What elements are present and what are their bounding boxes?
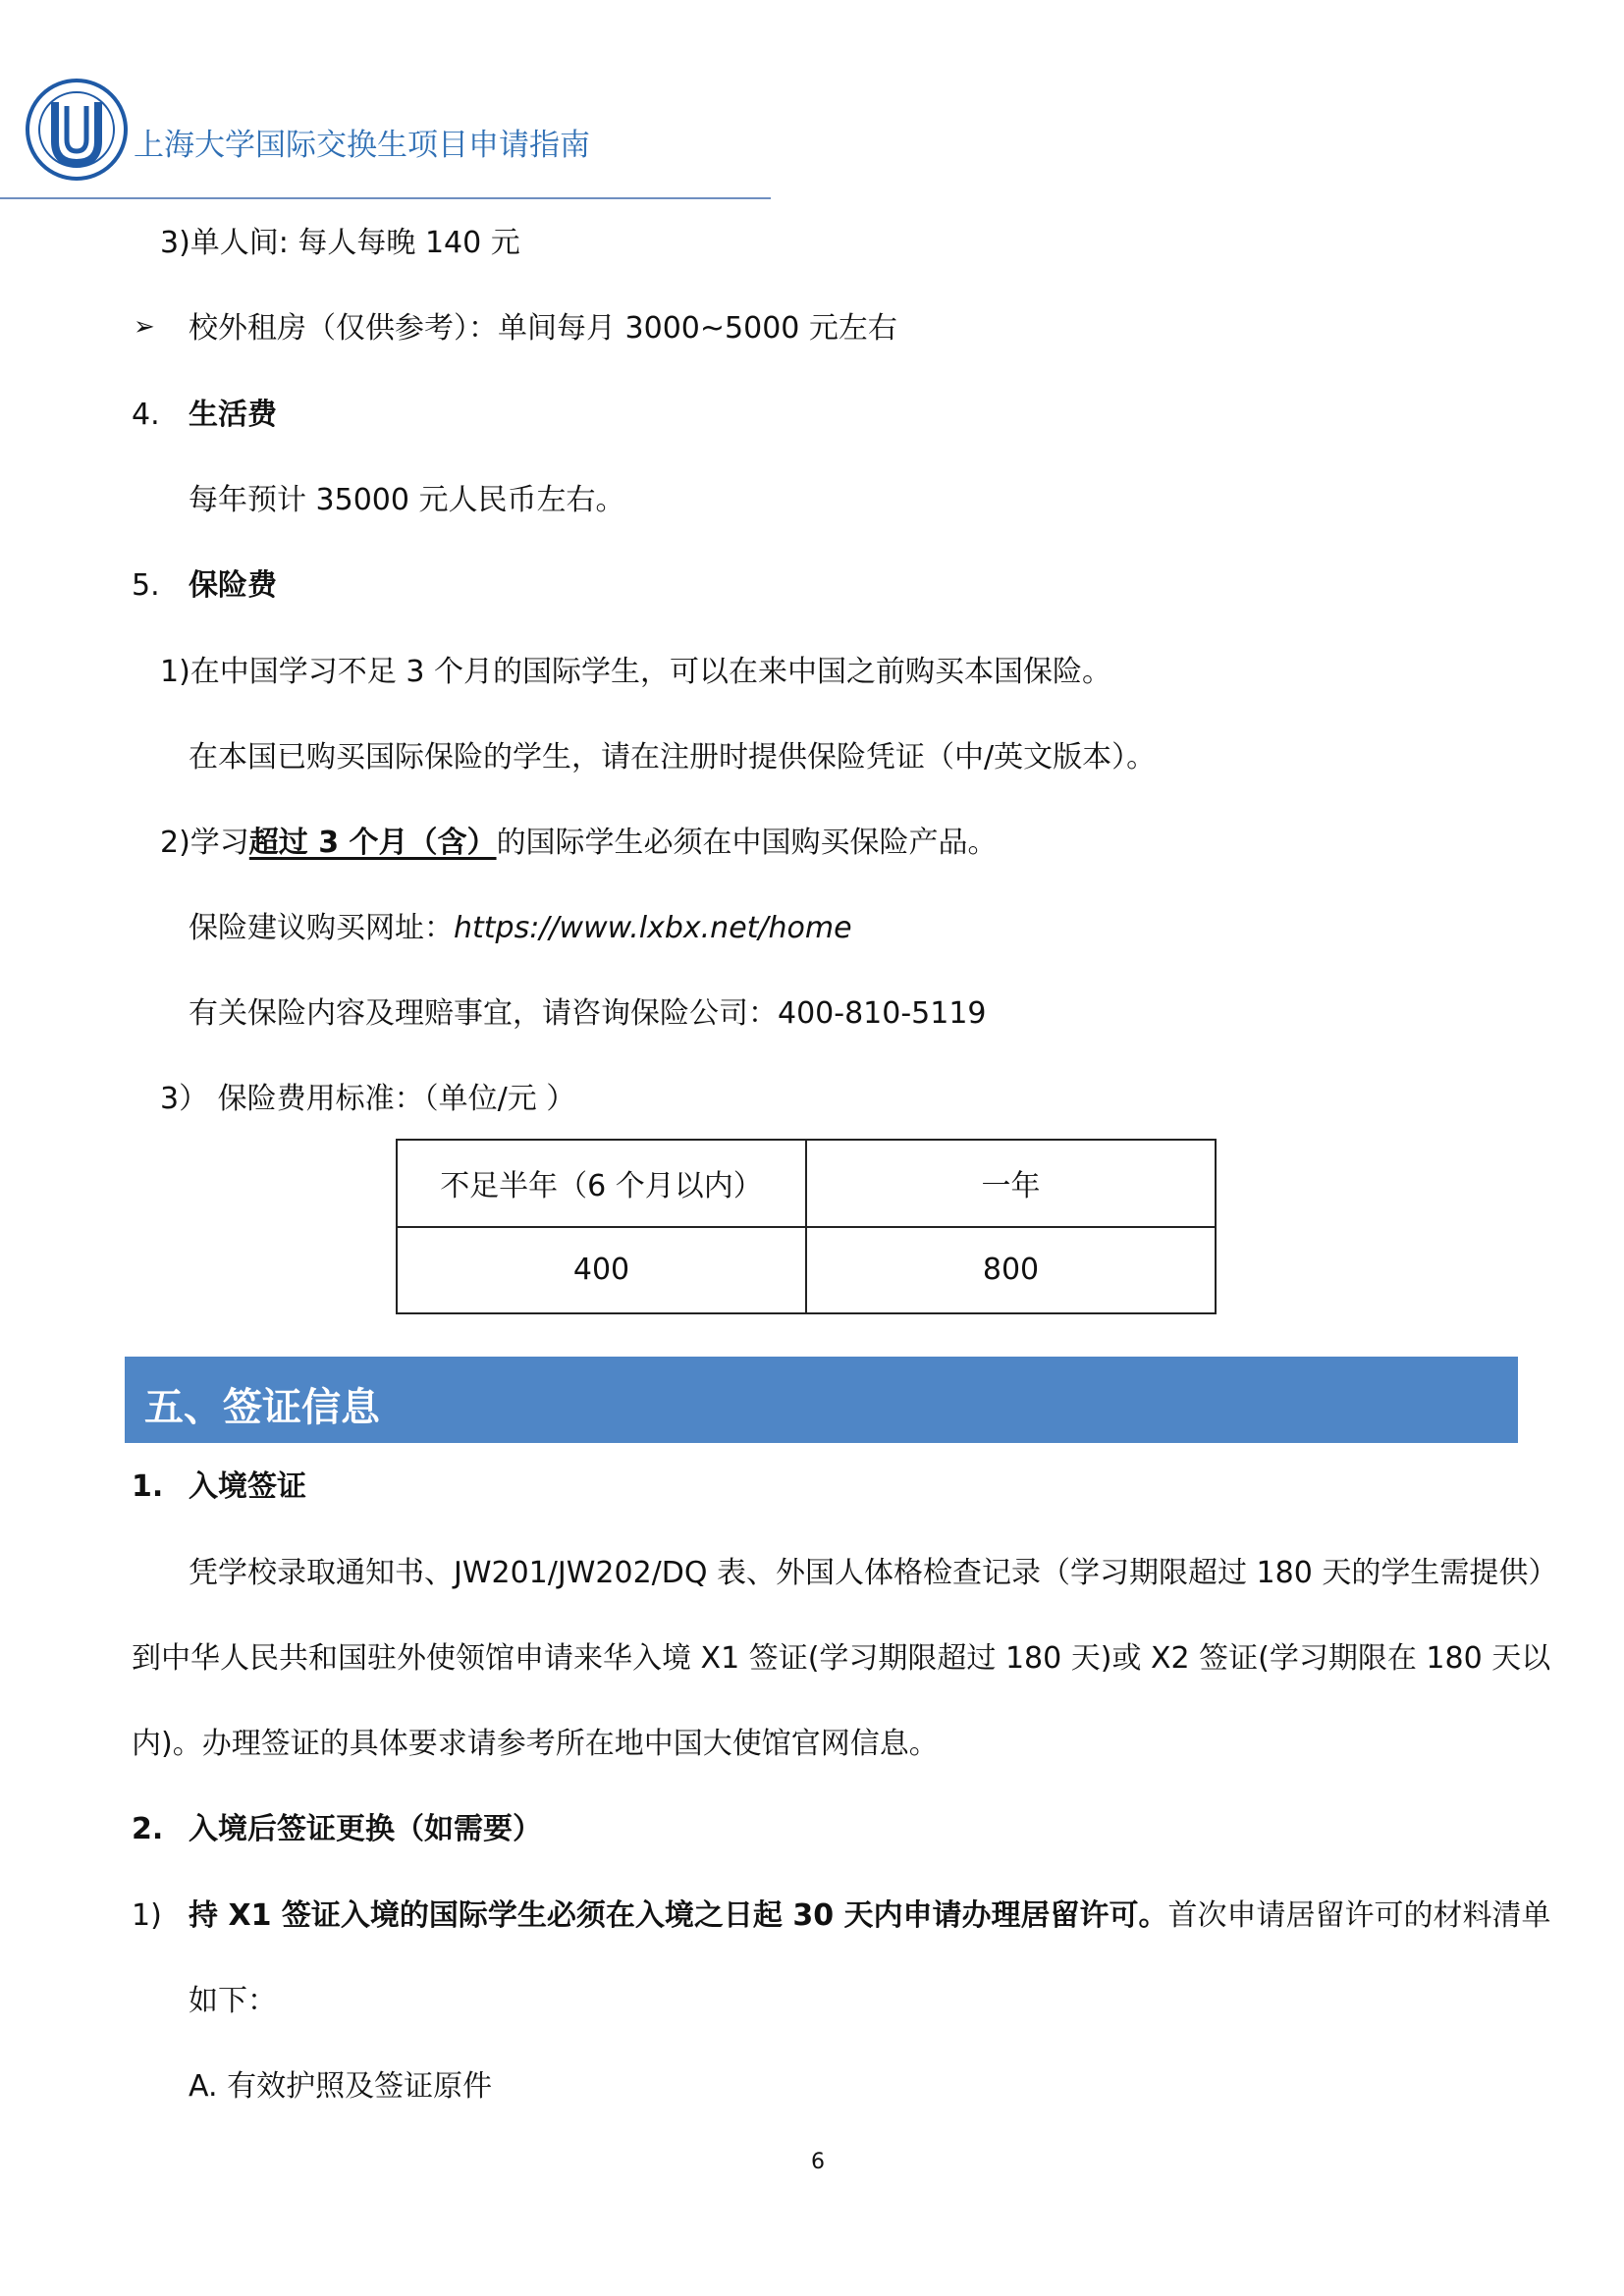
page-number: 6 xyxy=(811,2150,825,2174)
visa-sub2-item-1-bold: 持 X1 签证入境的国际学生必须在入境之日起 30 天内申请办理居留许可。 xyxy=(189,1898,1168,1933)
table-row xyxy=(397,1140,1216,1227)
visa-sub1-line-1: 凭学校录取通知书、JW201/JW202/DQ 表、外国人体格检查记录（学习期限超过 180 天的学生需提供） xyxy=(189,1556,1558,1590)
single-room-line: 3)单人间: 每人每晚 140 元 xyxy=(160,226,520,260)
insurance-fee-table xyxy=(396,1139,1217,1314)
insurance-number: 5. xyxy=(132,568,160,603)
visa-sub2-heading: 入境后签证更换（如需要） xyxy=(189,1812,542,1846)
visa-sub2-item-a: A. 有效护照及签证原件 xyxy=(189,2069,493,2104)
table-header-half-year: 不足半年（6 个月以内） xyxy=(397,1140,806,1227)
visa-sub1-heading: 入境签证 xyxy=(189,1469,306,1504)
visa-sub2-item-1-cont: 如下： xyxy=(189,1984,277,2018)
insurance-contact: 有关保险内容及理赔事宜，请咨询保险公司：400-810-5119 xyxy=(189,996,987,1031)
visa-sub2-item-1-number: 1) xyxy=(132,1898,162,1933)
insurance-heading: 保险费 xyxy=(189,568,277,603)
visa-sub1-number: 1. xyxy=(132,1469,164,1504)
insurance-item-2-prefix: 2)学习 xyxy=(160,826,249,860)
visa-sub1-line-2: 到中华人民共和国驻外使领馆申请来华入境 X1 签证(学习期限超过 180 天)或 X2 签证(学习期限在 180 天以 xyxy=(132,1641,1551,1676)
living-text: 每年预计 35000 元人民币左右。 xyxy=(189,483,625,517)
insurance-item-3: 3） 保险费用标准：（单位/元 ） xyxy=(160,1082,576,1116)
header-divider xyxy=(0,197,771,199)
section-title: 五、签证信息 xyxy=(144,1385,380,1430)
table-row xyxy=(397,1227,1216,1314)
insurance-website-line xyxy=(189,911,852,945)
insurance-item-1-sub: 在本国已购买国际保险的学生，请在注册时提供保险凭证（中/英文版本）。 xyxy=(189,740,1157,774)
section-banner xyxy=(125,1357,1518,1443)
arrow-bullet-icon: ➢ xyxy=(134,312,155,342)
table-value-half-year: 400 xyxy=(397,1227,806,1314)
visa-sub2-item-1 xyxy=(189,1898,1551,1933)
insurance-website-label: 保险建议购买网址： xyxy=(189,911,454,945)
visa-sub2-item-1-rest: 首次申请居留许可的材料清单 xyxy=(1167,1898,1551,1933)
insurance-item-2 xyxy=(160,828,998,858)
insurance-item-2-suffix: 的国际学生必须在中国购买保险产品。 xyxy=(496,826,998,860)
visa-sub1-line-3: 内)。办理签证的具体要求请参考所在地中国大使馆官网信息。 xyxy=(132,1727,939,1761)
header-title: 上海大学国际交换生项目申请指南 xyxy=(134,128,590,163)
insurance-item-1: 1)在中国学习不足 3 个月的国际学生，可以在来中国之前购买本国保险。 xyxy=(160,655,1111,689)
university-logo-icon xyxy=(26,65,134,192)
offcampus-rent-line: 校外租房（仅供参考）：单间每月 3000~5000 元左右 xyxy=(189,311,897,346)
visa-sub2-number: 2. xyxy=(132,1812,164,1846)
table-value-one-year: 800 xyxy=(806,1227,1216,1314)
table-header-one-year: 一年 xyxy=(806,1140,1216,1227)
living-number: 4. xyxy=(132,398,160,432)
insurance-item-2-emphasis: 超过 3 个月（含） xyxy=(248,826,497,860)
living-heading: 生活费 xyxy=(189,398,277,432)
insurance-website-link[interactable]: https://www.lxbx.net/home xyxy=(454,911,852,945)
